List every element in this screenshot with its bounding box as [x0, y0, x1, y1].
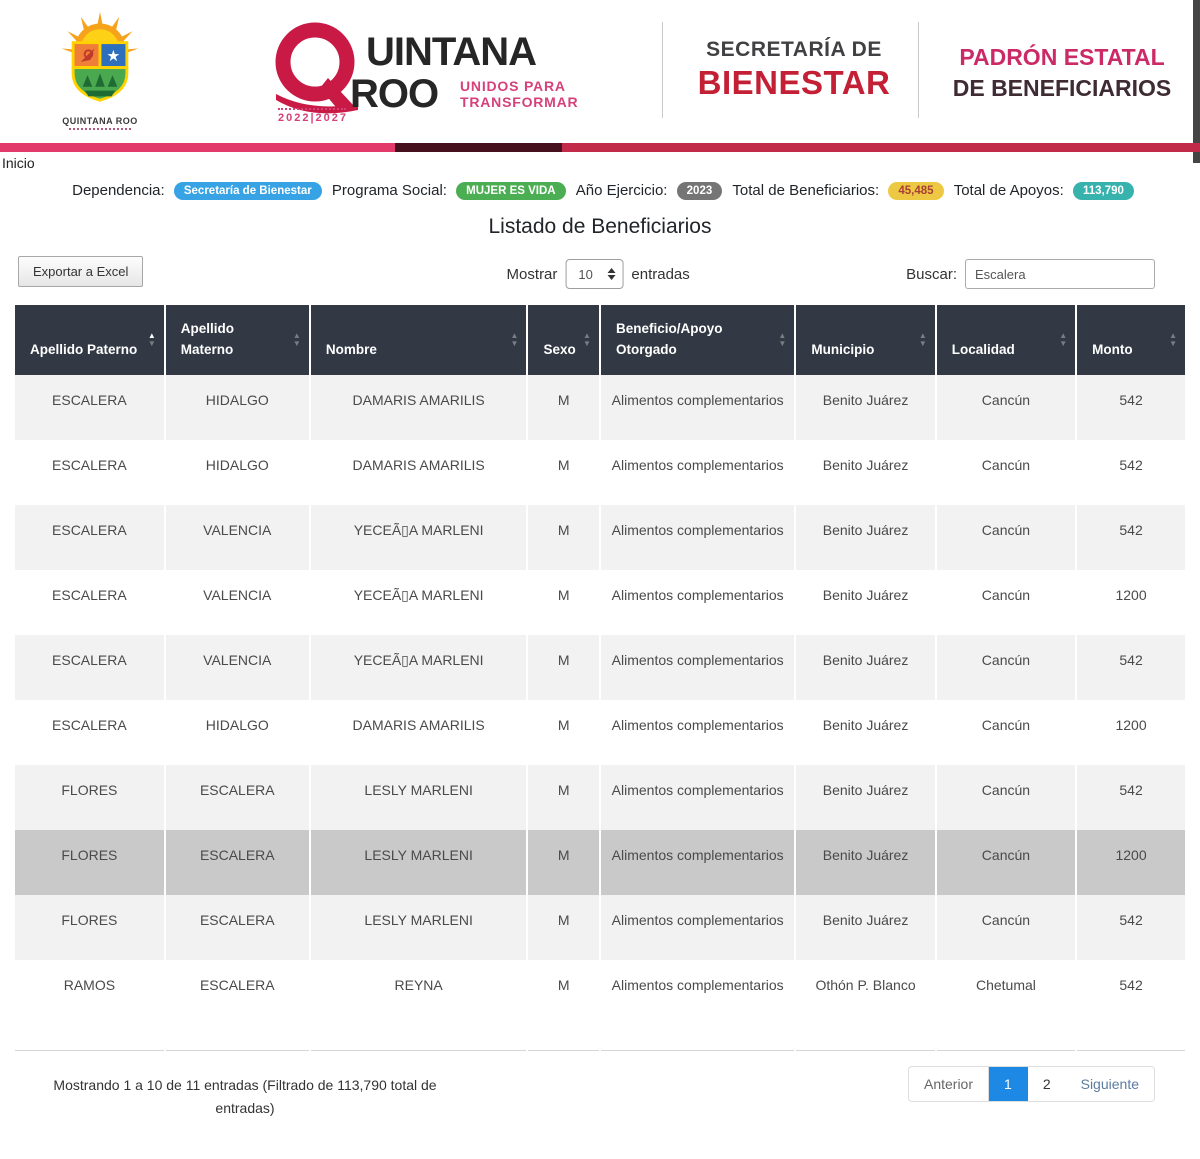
sort-arrows-icon: ▲ ▼ — [147, 331, 156, 348]
table-cell: Alimentos complementarios — [600, 700, 795, 765]
table-cell: M — [527, 635, 600, 700]
sort-arrows-icon: ▲ ▼ — [1169, 331, 1177, 348]
site-header — [0, 0, 1200, 143]
table-cell: Cancún — [936, 440, 1076, 505]
column-header[interactable]: Apellido Paterno ▲ ▼ — [15, 305, 165, 375]
column-header[interactable]: Beneficio/Apoyo Otorgado ▲ ▼ — [600, 305, 795, 375]
beneficiaries-table — [15, 305, 1185, 1051]
table-cell: Alimentos complementarios — [600, 895, 795, 960]
table-cell: 542 — [1076, 895, 1185, 960]
table-cell: Alimentos complementarios — [600, 570, 795, 635]
table-footer — [0, 1064, 1200, 1134]
page-size-control — [507, 259, 690, 289]
table-cell: Alimentos complementarios — [600, 635, 795, 700]
table-controls — [0, 256, 1200, 292]
dependencia-badge: Secretaría de Bienestar — [174, 182, 322, 200]
padron-estatal-title: PADRÓN ESTATAL DE BENEFICIARIOS — [952, 44, 1172, 101]
coat-of-arms-icon — [52, 6, 148, 110]
table-cell: YECEÃ▯A MARLENI — [310, 505, 528, 570]
table-row[interactable] — [15, 440, 1185, 505]
table-cell: ESCALERA — [52, 522, 127, 538]
table-cell: Cancún — [936, 895, 1076, 960]
table-cell: VALENCIA — [165, 505, 310, 570]
table-cell: DAMARIS AMARILIS — [310, 700, 528, 765]
column-header[interactable]: Apellido Materno ▲ ▼ — [165, 305, 310, 375]
table-cell: FLORES — [61, 847, 118, 863]
apoyos-badge: 113,790 — [1073, 182, 1134, 200]
page-title: Listado de Beneficiarios — [488, 215, 712, 238]
table-cell: Cancún — [936, 830, 1076, 895]
anio-label: Año Ejercicio: — [575, 182, 668, 199]
table-row[interactable] — [15, 700, 1185, 765]
pagination-next-button[interactable]: Siguiente — [1066, 1067, 1154, 1101]
brand-years: 2022|2027 — [278, 108, 346, 124]
table-header — [15, 305, 1185, 375]
table-cell: M — [527, 440, 600, 505]
table-cell: M — [527, 960, 600, 1050]
breadcrumb-inicio-link[interactable]: Inicio — [2, 155, 35, 171]
table-cell: M — [527, 570, 600, 635]
table-cell: ESCALERA — [52, 457, 127, 473]
table-cell: DAMARIS AMARILIS — [310, 375, 528, 440]
table-cell: Benito Juárez — [795, 830, 935, 895]
table-row[interactable] — [15, 895, 1185, 960]
brand-text-roo: ROO — [350, 72, 439, 116]
entradas-label: entradas — [631, 265, 690, 283]
beneficiarios-label: Total de Beneficiarios: — [732, 182, 880, 199]
table-cell: 542 — [1076, 960, 1185, 1050]
table-cell: Benito Juárez — [795, 765, 935, 830]
program-infobar — [0, 182, 1200, 200]
beneficiarios-badge: 45,485 — [888, 182, 943, 200]
mostrar-label: Mostrar — [506, 265, 558, 283]
brand-tagline: UNIDOS PARA TRANSFORMAR — [460, 78, 579, 110]
table-row[interactable] — [15, 830, 1185, 895]
table-cell: Cancún — [936, 505, 1076, 570]
table-cell: 1200 — [1076, 700, 1185, 765]
programa-badge: MUJER ES VIDA — [456, 182, 565, 200]
table-cell: Benito Juárez — [795, 895, 935, 960]
table-cell: Benito Juárez — [795, 505, 935, 570]
search-control — [906, 259, 1155, 289]
sort-arrows-icon: ▲ ▼ — [778, 331, 787, 348]
select-spinner-icon — [607, 268, 615, 280]
table-cell: LESLY MARLENI — [310, 895, 528, 960]
table-cell: ESCALERA — [165, 960, 310, 1050]
table-cell: ESCALERA — [52, 652, 127, 668]
table-cell: Alimentos complementarios — [600, 960, 795, 1050]
tricolor-bar — [0, 143, 1200, 152]
brand-text-uintana: UINTANA — [366, 30, 537, 74]
table-cell: 542 — [1076, 375, 1185, 440]
window-edge-strip — [1193, 0, 1200, 163]
table-cell: Chetumal — [936, 960, 1076, 1050]
table-cell: 542 — [1076, 765, 1185, 830]
table-cell: M — [527, 375, 600, 440]
pagination-page-button[interactable]: 2 — [1028, 1067, 1066, 1101]
header-divider — [662, 22, 663, 118]
quintana-roo-brand-logo — [270, 12, 590, 134]
table-cell: M — [527, 830, 600, 895]
pagination — [908, 1066, 1155, 1102]
dependencia-label: Dependencia: — [72, 182, 165, 199]
table-cell: FLORES — [61, 782, 118, 798]
showing-info: Mostrando 1 a 10 de 11 entradas (Filtrado de 113,790 total de entradas) — [53, 1076, 437, 1116]
table-cell: Alimentos complementarios — [600, 765, 795, 830]
table-cell: ESCALERA — [52, 717, 127, 733]
coat-subline — [69, 128, 131, 130]
table-cell: HIDALGO — [165, 440, 310, 505]
table-cell: YECEÃ▯A MARLENI — [310, 635, 528, 700]
table-cell: FLORES — [61, 912, 118, 928]
quintana-roo-coat-of-arms — [52, 6, 148, 136]
table-cell: 542 — [1076, 505, 1185, 570]
sort-arrows-icon: ▲ ▼ — [510, 331, 519, 348]
table-row[interactable] — [15, 765, 1185, 830]
sort-arrows-icon: ▲ ▼ — [292, 331, 301, 348]
table-row[interactable] — [15, 375, 1185, 440]
table-cell: ESCALERA — [165, 765, 310, 830]
table-row[interactable] — [15, 570, 1185, 635]
table-row[interactable] — [15, 505, 1185, 570]
programa-label: Programa Social: — [331, 182, 447, 199]
pagination-previous-button[interactable]: Anterior — [909, 1067, 989, 1101]
table-cell: LESLY MARLENI — [310, 830, 528, 895]
pagination-page-button[interactable]: 1 — [989, 1067, 1028, 1101]
table-cell: Alimentos complementarios — [600, 440, 795, 505]
table-cell: Alimentos complementarios — [600, 830, 795, 895]
column-header[interactable]: Municipio ▲ ▼ — [795, 305, 935, 375]
table-cell: M — [527, 765, 600, 830]
search-input[interactable] — [965, 259, 1155, 289]
svg-text:★: ★ — [106, 47, 121, 65]
table-cell: REYNA — [310, 960, 528, 1050]
table-cell: LESLY MARLENI — [310, 765, 528, 830]
table-cell: Cancún — [936, 700, 1076, 765]
column-header[interactable]: Localidad ▲ ▼ — [936, 305, 1076, 375]
table-cell: HIDALGO — [165, 375, 310, 440]
column-header[interactable]: Monto ▲ ▼ — [1076, 305, 1185, 375]
table-cell: RAMOS — [63, 977, 116, 993]
table-cell: ESCALERA — [52, 392, 127, 408]
apoyos-label: Total de Apoyos: — [953, 182, 1064, 199]
anio-badge: 2023 — [677, 182, 723, 200]
table-cell: 1200 — [1076, 570, 1185, 635]
table-cell: Cancún — [936, 570, 1076, 635]
table-cell: Benito Juárez — [795, 570, 935, 635]
export-excel-button[interactable]: Exportar a Excel — [18, 256, 143, 287]
table-cell: 542 — [1076, 635, 1185, 700]
beneficiaries-table-wrap — [15, 305, 1185, 1051]
header-divider — [918, 22, 919, 118]
breadcrumb — [0, 152, 1200, 173]
table-row[interactable] — [15, 635, 1185, 700]
sort-arrows-icon: ▲ ▼ — [918, 331, 927, 348]
table-cell: M — [527, 895, 600, 960]
table-cell: HIDALGO — [165, 700, 310, 765]
table-cell: Alimentos complementarios — [600, 375, 795, 440]
secretaria-de-bienestar-logo: SECRETARÍA DE BIENESTAR — [697, 38, 891, 101]
table-cell: Cancún — [936, 635, 1076, 700]
table-cell: Benito Juárez — [795, 440, 935, 505]
column-header[interactable]: Sexo ▲ ▼ — [527, 305, 600, 375]
table-cell: YECEÃ▯A MARLENI — [310, 570, 528, 635]
table-row[interactable] — [15, 960, 1185, 1050]
table-cell: Othón P. Blanco — [795, 960, 935, 1050]
table-cell: 1200 — [1076, 830, 1185, 895]
table-cell: VALENCIA — [165, 570, 310, 635]
sort-arrows-icon: ▲ ▼ — [1059, 331, 1068, 348]
table-cell: M — [527, 505, 600, 570]
page-size-select[interactable]: 10 — [565, 259, 623, 289]
sort-arrows-icon: ▲ ▼ — [583, 331, 591, 348]
table-cell: 542 — [1076, 440, 1185, 505]
table-cell: Alimentos complementarios — [600, 505, 795, 570]
table-cell: Benito Juárez — [795, 635, 935, 700]
buscar-label: Buscar: — [906, 265, 957, 283]
table-cell: Benito Juárez — [795, 700, 935, 765]
table-cell: DAMARIS AMARILIS — [310, 440, 528, 505]
table-cell: M — [527, 700, 600, 765]
table-cell: Cancún — [936, 765, 1076, 830]
coat-caption: QUINTANA ROO — [62, 116, 138, 126]
table-cell: VALENCIA — [165, 635, 310, 700]
column-header[interactable]: Nombre ▲ ▼ — [310, 305, 528, 375]
table-cell: ESCALERA — [165, 895, 310, 960]
table-cell: Cancún — [936, 375, 1076, 440]
table-cell: ESCALERA — [52, 587, 127, 603]
table-cell: Benito Juárez — [795, 375, 935, 440]
table-cell: ESCALERA — [165, 830, 310, 895]
